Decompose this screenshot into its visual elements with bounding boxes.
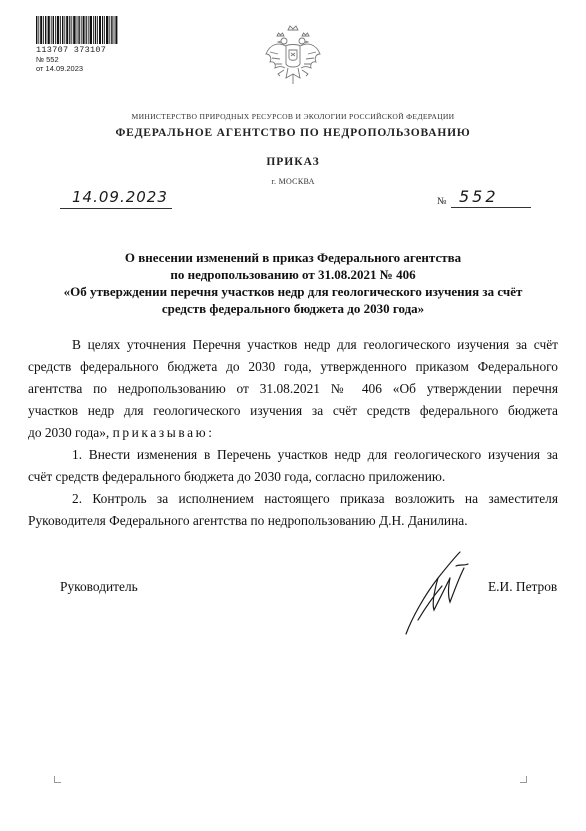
line-text: до 2030 года»,: [28, 425, 113, 440]
paragraph-line: 2. Контроль за исполнением настоящего приказа возложить на заместителя: [72, 491, 558, 506]
paragraph-line: счёт средств федерального бюджета до 2030 года, согласно приложению.: [28, 469, 446, 484]
coat-of-arms-icon: [264, 24, 322, 88]
handwritten-signature-icon: [398, 548, 472, 638]
signer-title: Руководитель: [60, 579, 138, 594]
subject-line: О внесении изменений в приказ Федерального агентства: [124, 250, 462, 265]
subject-line: по недропользованию от 31.08.2021 № 406: [170, 267, 416, 282]
order-body: [28, 334, 558, 532]
city: г. МОСКВА: [271, 177, 315, 186]
line-text: :: [208, 425, 212, 440]
subject-line: «Об утверждении перечня участков недр для геологического изучения за счёт: [63, 284, 523, 299]
barcode-icon: [36, 16, 118, 44]
ministry-name: МИНИСТЕРСТВО ПРИРОДНЫХ РЕСУРСОВ И ЭКОЛОГИИ РОССИЙСКОЙ ФЕДЕРАЦИИ: [131, 112, 455, 121]
subject-line: средств федерального бюджета до 2030 года»: [161, 301, 425, 316]
paragraph-line: Руководителя Федерального агентства по недропользованию Д.Н. Данилина.: [28, 513, 468, 528]
order-keyword: приказываю: [112, 425, 209, 440]
paragraph-line: агентства по недропользованию от 31.08.2021 № 406 «Об утверждении перечня: [28, 381, 558, 396]
signer-name: Е.И. Петров: [488, 579, 558, 594]
order-date: 14.09.2023: [72, 188, 168, 206]
corner-mark-left: [54, 776, 61, 783]
order-subject: [40, 249, 546, 317]
registration-number: № 552: [36, 55, 59, 64]
barcode-number: 113707 373107: [36, 45, 107, 55]
document-type: ПРИКАЗ: [266, 156, 320, 168]
corner-mark-right: [520, 776, 527, 783]
paragraph-line: 1. Внести изменения в Перечень участков недр для геологического изучения за: [72, 447, 558, 462]
paragraph-line: средств федерального бюджета до 2030 года, утвержденного приказом Федерального: [28, 359, 558, 374]
paragraph-line: участков недр для геологического изучения за счёт средств федерального бюджета: [28, 403, 558, 418]
agency-name: ФЕДЕРАЛЬНОЕ АГЕНТСТВО ПО НЕДРОПОЛЬЗОВАНИЮ: [115, 127, 471, 139]
order-number: 552: [459, 187, 499, 206]
registration-stamp: [36, 16, 122, 73]
number-sign: №: [437, 196, 447, 207]
number-underline: [451, 207, 531, 208]
paragraph-line: [28, 422, 558, 444]
item-1-paragraph: [28, 444, 558, 488]
paragraph-line: В целях уточнения Перечня участков недр для геологического изучения за счёт: [72, 337, 558, 352]
order-date-field: [60, 188, 172, 209]
preamble-paragraph: [28, 334, 558, 444]
registration-date: от 14.09.2023: [36, 64, 84, 73]
item-2-paragraph: [28, 488, 558, 532]
order-number-field: [437, 187, 533, 208]
